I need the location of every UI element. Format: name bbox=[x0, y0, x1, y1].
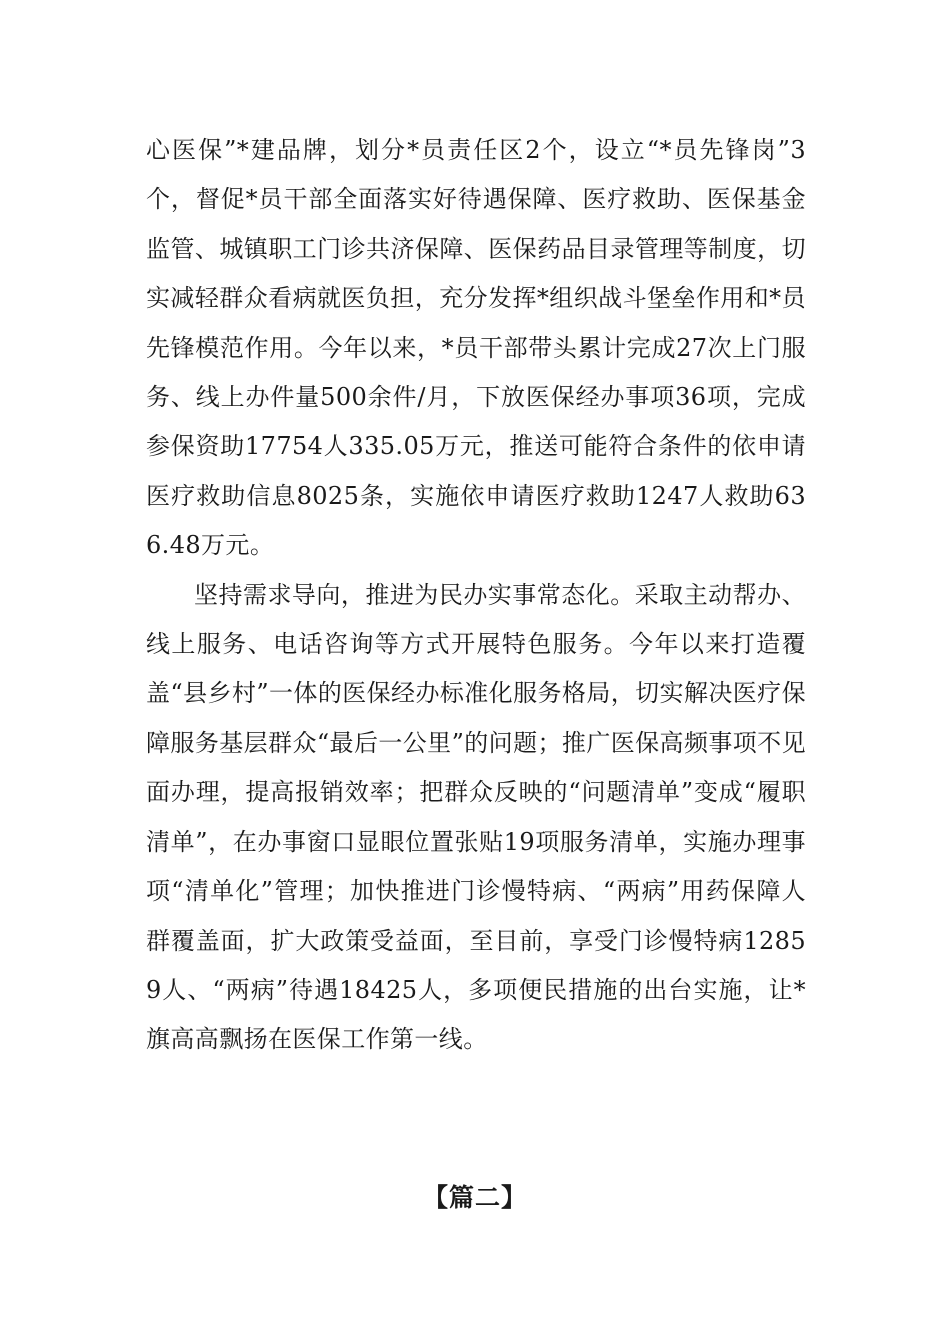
document-body bbox=[146, 126, 806, 1065]
paragraph-continued: 心医保”*建品牌，划分*员责任区2个，设立“*员先锋岗”3个，督促*员干部全面落实好待遇保障、医疗救助、医保基金监管、城镇职工门诊共济保障、医保药品目录管理等制度，切实减轻群众看病就医负担，充分发挥*组织战斗堡垒作用和*员先锋模范作用。今年以来，*员干部带头累计完成27次上门服务、线上办件量500余件/月，下放医保经办事项36项，完成参保资助17754人335.05万元，推送可能符合条件的依申请医疗救助信息8025条，实施依申请医疗救助1247人救助636.48万元。 bbox=[146, 136, 806, 560]
paragraph-demand-oriented: 坚持需求导向，推进为民办实事常态化。采取主动帮办、线上服务、电话咨询等方式开展特色服务。今年以来打造覆盖“县乡村”一体的医保经办标准化服务格局，切实解决医疗保障服务基层群众“最后一公里”的问题；推广医保高频事项不见面办理，提高报销效率；把群众反映的“问题清单”变成“履职清单”，在办事窗口显眼位置张贴19项服务清单，实施办理事项“清单化”管理；加快推进门诊慢特病、“两病”用药保障人群覆盖面，扩大政策受益面，至目前，享受门诊慢特病12859人、“两病”待遇18425人，多项便民措施的出台实施，让*旗高高飘扬在医保工作第一线。 bbox=[146, 580, 806, 1054]
section-heading: 【篇二】 bbox=[422, 1183, 527, 1212]
